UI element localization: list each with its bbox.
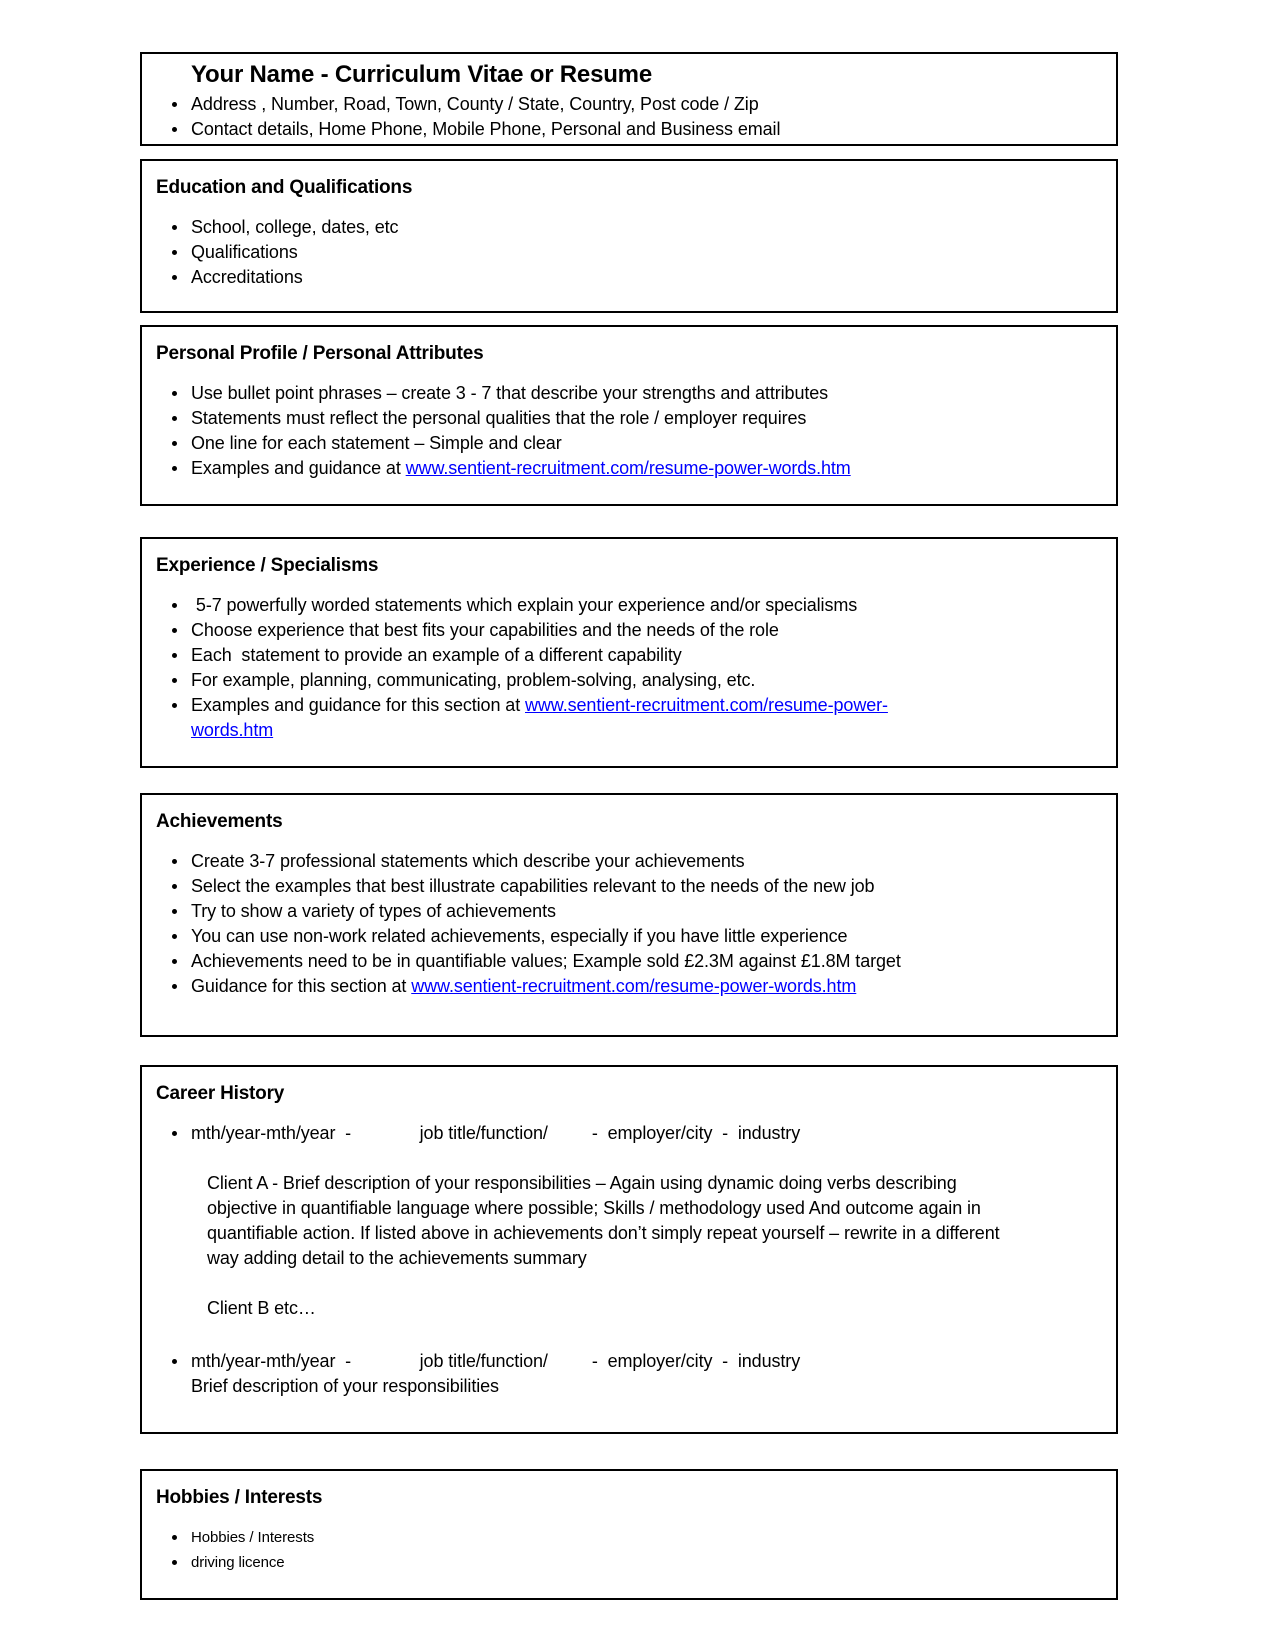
link-prefix-text: Guidance for this section at [191, 976, 412, 996]
bullet-text: Choose experience that best fits your capabilities and the needs of the role [191, 620, 779, 640]
resume-power-words-link[interactable]: www.sentient-recruitment.com/resume-power-words.htm [411, 976, 857, 996]
career-entry-list [156, 1349, 1102, 1399]
personal-profile-bullet-list [156, 381, 1102, 481]
list-item [156, 1121, 1102, 1146]
bullet-icon [172, 603, 177, 608]
list-item [156, 92, 1102, 117]
education-heading: Education and Qualifications [156, 177, 413, 198]
bullet-icon [172, 441, 177, 446]
list-item [156, 240, 1102, 265]
personal-profile-section [140, 325, 1118, 506]
bullet-text: 5-7 powerfully worded statements which explain your experience and/or specialisms [191, 595, 858, 615]
header-bullet-list [156, 92, 1102, 142]
list-item [156, 899, 1102, 924]
bullet-text: Qualifications [191, 242, 298, 262]
career-history-heading: Career History [156, 1083, 285, 1104]
bullet-icon [172, 934, 177, 939]
bullet-icon [172, 391, 177, 396]
bullet-icon [172, 653, 177, 658]
bullet-text: School, college, dates, etc [191, 217, 399, 237]
list-item [156, 593, 1102, 618]
career-entry-more: Client B etc… [207, 1298, 316, 1318]
list-item [156, 406, 1102, 431]
bullet-text: Create 3-7 professional statements which describe your achievements [191, 851, 745, 871]
bullet-icon [172, 466, 177, 471]
list-item [156, 949, 1102, 974]
career-entry-line: mth/year-mth/year - job title/function/ - employer/city - industry [191, 1123, 801, 1143]
link-prefix-text: Examples and guidance at [191, 458, 406, 478]
career-entry-description: Client A - Brief description of your responsibilities – Again using dynamic doing verbs describing objective in quantifiable language where possible; Skills / methodology used And outcome again in quantifiable action. If listed above in achievements don’t simply repeat yourself – rewrite in a different way adding detail to the achievements summary [207, 1173, 1005, 1268]
bullet-text: driving licence [191, 1554, 285, 1571]
list-item [156, 668, 1102, 693]
list-item [156, 924, 1102, 949]
bullet-icon [172, 416, 177, 421]
list-item [156, 456, 1102, 481]
career-entry-list [156, 1121, 1102, 1146]
link-prefix-text: Examples and guidance for this section at [191, 695, 525, 715]
list-item [156, 431, 1102, 456]
bullet-text: Each statement to provide an example of a different capability [191, 645, 682, 665]
bullet-text: Select the examples that best illustrate capabilities relevant to the needs of the new job [191, 876, 875, 896]
achievements-bullet-list [156, 849, 1102, 999]
achievements-section [140, 793, 1118, 1037]
list-item [156, 117, 1102, 142]
list-item [156, 215, 1102, 240]
bullet-icon [172, 678, 177, 683]
experience-bullet-list [156, 593, 1102, 743]
bullet-icon [172, 127, 177, 132]
list-item [156, 849, 1102, 874]
contact-line: Contact details, Home Phone, Mobile Phone, Personal and Business email [191, 119, 781, 139]
hobbies-section [140, 1469, 1118, 1600]
list-item [156, 974, 1102, 999]
list-item [156, 618, 1102, 643]
list-item [156, 874, 1102, 899]
bullet-text: Use bullet point phrases – create 3 - 7 that describe your strengths and attributes [191, 383, 829, 403]
career-history-section [140, 1065, 1118, 1434]
bullet-text [191, 974, 856, 999]
bullet-text: You can use non-work related achievements, especially if you have little experience [191, 926, 848, 946]
bullet-text: Accreditations [191, 267, 303, 287]
career-entry-line: mth/year-mth/year - job title/function/ - employer/city - industry [191, 1351, 801, 1371]
resume-power-words-link[interactable]: www.sentient-recruitment.com/resume-power-words.htm [405, 458, 851, 478]
page-title: Your Name - Curriculum Vitae or Resume [191, 61, 652, 88]
bullet-icon [172, 225, 177, 230]
list-item [156, 265, 1102, 290]
education-bullet-list [156, 215, 1102, 290]
achievements-heading: Achievements [156, 811, 283, 832]
career-entry-description: Brief description of your responsibilities [191, 1376, 499, 1396]
experience-section [140, 537, 1118, 768]
bullet-icon [172, 250, 177, 255]
career-entry-block [191, 1349, 800, 1399]
bullet-icon [172, 628, 177, 633]
address-line: Address , Number, Road, Town, County / State, Country, Post code / Zip [191, 94, 759, 114]
bullet-icon [172, 984, 177, 989]
list-item [156, 1550, 1102, 1575]
bullet-icon [172, 859, 177, 864]
list-item [156, 1525, 1102, 1550]
list-item [156, 693, 1102, 743]
personal-profile-heading: Personal Profile / Personal Attributes [156, 343, 484, 364]
education-section [140, 159, 1118, 313]
bullet-text: Statements must reflect the personal qualities that the role / employer requires [191, 408, 807, 428]
bullet-icon [172, 1131, 177, 1136]
bullet-text: Try to show a variety of types of achievements [191, 901, 556, 921]
bullet-text: Achievements need to be in quantifiable values; Example sold £2.3M against £1.8M target [191, 951, 901, 971]
bullet-icon [172, 703, 177, 708]
bullet-icon [172, 1560, 177, 1565]
bullet-text: One line for each statement – Simple and clear [191, 433, 562, 453]
link-line-2: words.htm [191, 720, 274, 740]
bullet-icon [172, 1535, 177, 1540]
bullet-icon [172, 102, 177, 107]
header-section [140, 52, 1118, 146]
bullet-icon [172, 909, 177, 914]
bullet-icon [172, 959, 177, 964]
list-item [156, 1349, 1102, 1399]
link-line-1: www.sentient-recruitment.com/resume-power- [525, 695, 888, 715]
bullet-icon [172, 884, 177, 889]
list-item [156, 381, 1102, 406]
list-item [156, 643, 1102, 668]
bullet-text [191, 456, 851, 481]
bullet-text: For example, planning, communicating, problem-solving, analysing, etc. [191, 670, 756, 690]
bullet-text: Hobbies / Interests [191, 1529, 315, 1546]
hobbies-bullet-list [156, 1525, 1102, 1575]
bullet-text [191, 693, 888, 743]
bullet-icon [172, 1359, 177, 1364]
hobbies-heading: Hobbies / Interests [156, 1487, 323, 1508]
bullet-icon [172, 275, 177, 280]
experience-heading: Experience / Specialisms [156, 555, 379, 576]
